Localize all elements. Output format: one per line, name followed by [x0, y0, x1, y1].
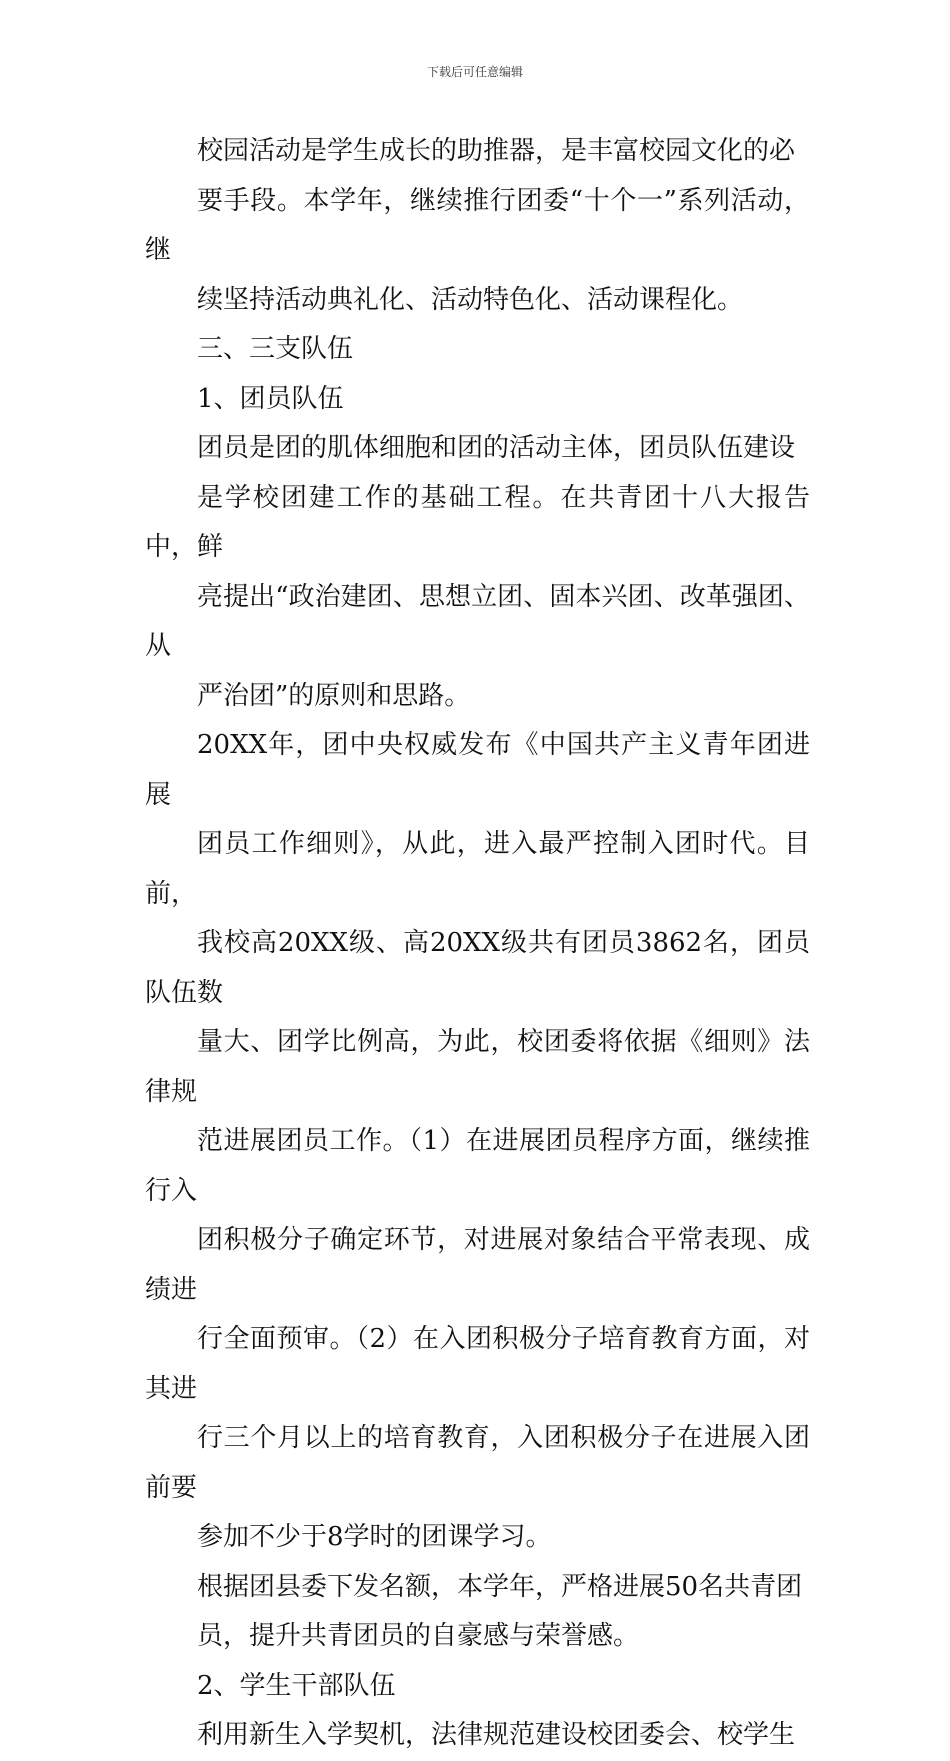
text-line: 参加不少于8学时的团课学习。 [197, 1522, 552, 1552]
text-line: 利用新生入学契机，法律规范建设校团委会、校学生 [197, 1720, 796, 1750]
text-line: 量大、团学比例高，为此，校团委将依据《细则》法律规 [145, 1027, 810, 1107]
heading-line: 1、团员队伍 [197, 383, 344, 414]
text-line: 亮提出“政治建团、思想立团、固本兴团、改革强团、从 [145, 581, 810, 661]
paragraph-quota [145, 1563, 810, 1662]
text-line: 要手段。本学年，继续推行团委“十个一”系列活动，继 [145, 185, 810, 265]
text-line: 行三个月以上的培育教育，入团积极分子在进展入团前要 [145, 1423, 810, 1503]
text-line: 我校高20XX级、高20XX级共有团员3862名，团员队伍数 [145, 928, 810, 1008]
text-line: 20XX年，团中央权威发布《中国共产主义青年团进展 [145, 730, 810, 810]
text-line: 范进展团员工作。（1）在进展团员程序方面，继续推行入 [145, 1126, 810, 1206]
paragraph-student-cadres [145, 1711, 810, 1761]
subheading-student-cadres [145, 1662, 810, 1712]
paragraph-membership-rules [145, 721, 810, 1563]
text-line: 行全面预审。（2）在入团积极分子培育教育方面，对其进 [145, 1324, 810, 1404]
heading-line: 2、学生干部队伍 [197, 1670, 396, 1701]
page-header: 下载后可任意编辑 [426, 65, 523, 79]
heading-line: 三、三支队伍 [197, 334, 354, 364]
subheading-league-members [145, 375, 810, 425]
text-line: 团员工作细则》，从此，进入最严控制入团时代。目前， [145, 829, 810, 909]
text-line: 根据团县委下发名额，本学年，严格进展50名共青团 [197, 1571, 803, 1602]
text-line: 续坚持活动典礼化、活动特色化、活动课程化。 [197, 284, 744, 315]
text-line: 员，提升共青团员的自豪感与荣誉感。 [197, 1621, 640, 1651]
section-heading-three-teams [145, 325, 810, 375]
paragraph-league-members-intro [145, 424, 810, 721]
text-line: 团积极分子确定环节，对进展对象结合平常表现、成绩进 [145, 1225, 810, 1305]
document-body [145, 127, 810, 1761]
text-line: 团员是团的肌体细胞和团的活动主体，团员队伍建设 [197, 433, 796, 463]
text-line: 严治团”的原则和思路。 [197, 680, 471, 711]
text-line: 是学校团建工作的基础工程。在共青团十八大报告中，鲜 [145, 482, 810, 562]
paragraph-campus-activities [145, 127, 810, 325]
text-line: 校园活动是学生成长的助推器，是丰富校园文化的必 [197, 136, 796, 166]
